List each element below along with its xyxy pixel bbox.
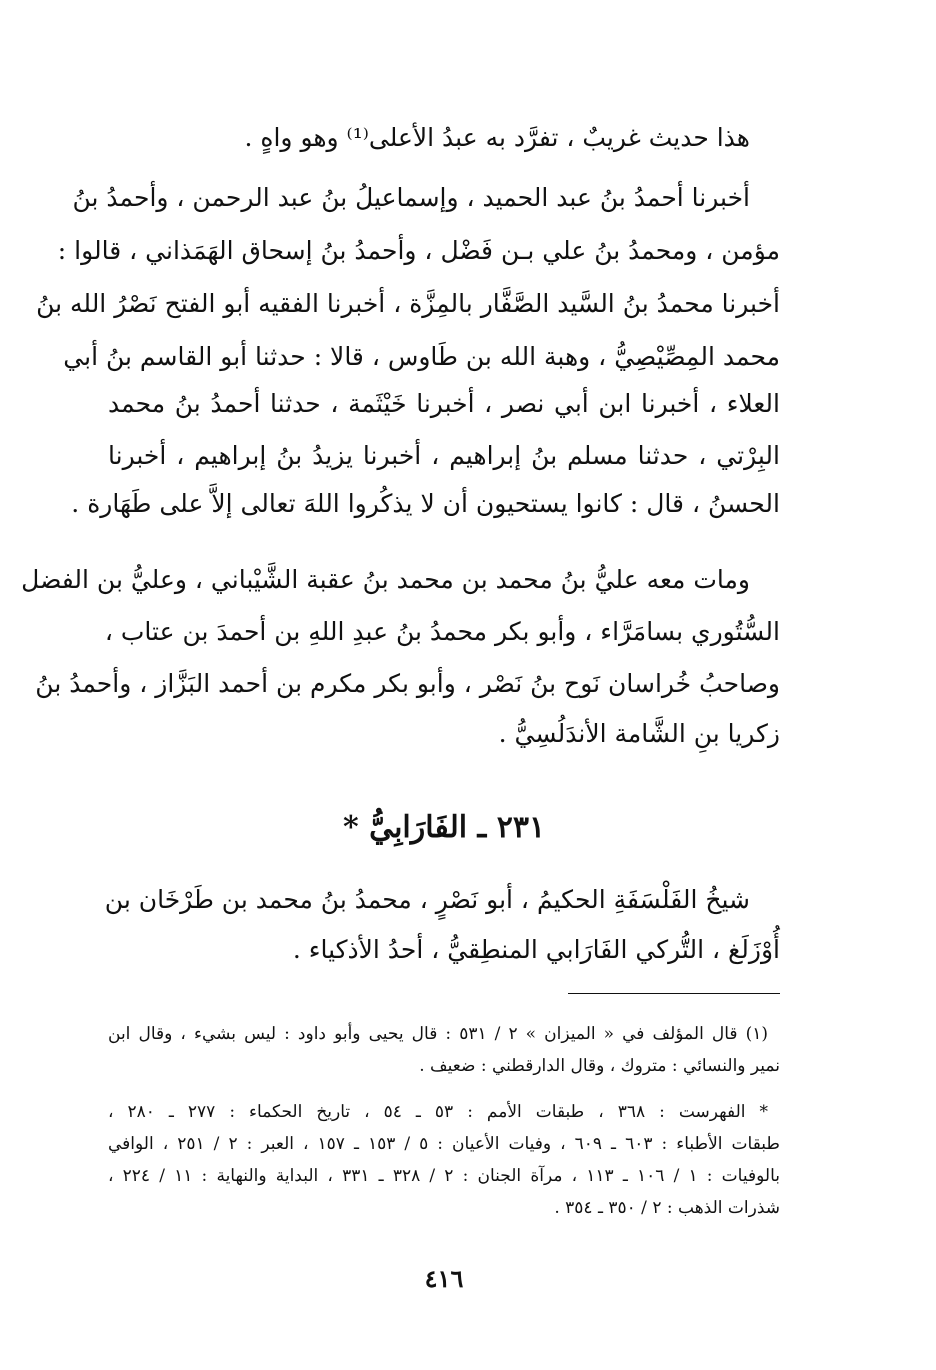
footnote-line: شذرات الذهب : ٢ / ٣٥٠ ـ ٣٥٤ . [554, 1198, 780, 1218]
text-line: شيخُ الفَلْسَفَةِ الحكيمُ ، أبو نَصْرٍ ، محمدُ بنُ محمد بن طَرْخَان بن [104, 885, 750, 914]
footnote-separator [568, 993, 780, 994]
text-line: السُّتُوري بسامَرَّاء ، وأبو بكر محمدُ بنُ عبدِ اللهِ بن أحمدَ بن عتاب ، [104, 617, 780, 646]
text-line: العلاء ، أخبرنا ابن أبي نصر ، أخبرنا خَيْثَمة ، حدثنا أحمدُ بنُ محمد [108, 389, 780, 418]
text-line: مؤمن ، ومحمدُ بنُ علي بـن فَضْل ، وأحمدُ بنُ إسحاق الهَمَذاني ، قالوا : [57, 236, 780, 265]
text-line: وصاحبُ خُراسان نَوح بنُ نَصْر ، وأبو بكر مكرم بن أحمد البَزَّاز ، وأحمدُ بنُ [35, 669, 780, 698]
footnote-line: نمير والنسائي : متروك ، وقال الدارقطني : ضعيف . [419, 1056, 780, 1076]
book-page [21, 0, 780, 1370]
footnote-line: * الفهرست : ٣٦٨ ، طبقات الأمم : ٥٣ ـ ٥٤ ، تاريخ الحكماء : ٢٧٧ ـ ٢٨٠ ، [108, 1102, 769, 1122]
text-line: البِرْتي ، حدثنا مسلم بنُ إبراهيم ، أخبرنا يزيدُ بنُ إبراهيم ، أخبرنا [108, 441, 780, 470]
text-line: أخبرنا أحمدُ بنُ عبد الحميد ، وإسماعيلُ بنُ عبد الرحمن ، وأحمدُ بنُ [72, 183, 750, 212]
text-line: أخبرنا محمدُ بنُ السَّيد الصَّفَّار بالمِزَّة ، أخبرنا الفقيه أبو الفتح نَصْرُ الله بنُ [36, 289, 780, 318]
footnote-line: بالوفيات : ١ / ١٠٦ ـ ١١٣ ، مرآة الجنان : ٢ / ٣٢٨ ـ ٣٣١ ، البداية والنهاية : ١١ / ٢٢٤ ، [108, 1166, 780, 1186]
text-line: زكريا بنِ الشَّامة الأندَلُسِيُّ . [498, 719, 780, 748]
text-line: أُوْزَلَغ ، التُّركي الفَارَابي المنطِقيُّ ، أحدُ الأذكياء . [292, 935, 780, 964]
text-line: ومات معه عليُّ بنُ محمد بن محمد بنُ عقبة الشَّيْباني ، وعليُّ بن الفضل [21, 565, 750, 594]
footnote-line: طبقات الأطباء : ٦٠٣ ـ ٦٠٩ ، وفيات الأعيان : ٥ / ١٥٣ ـ ١٥٧ ، العبر : ٢ / ٢٥١ ، الوافي [108, 1134, 780, 1154]
text-line: هذا حديث غريبٌ ، تفرَّد به عبدُ الأعلى⁽¹⁾ وهو واهٍ . [244, 123, 750, 152]
footnote-line: (١) قال المؤلف في « الميزان » ٢ / ٥٣١ : قال يحيى وأبو داود : ليس بشيء ، وقال ابن [108, 1024, 768, 1044]
entry-heading: ٢٣١ ـ الفَارَابِيُّ * [342, 810, 546, 845]
text-line: محمد المِصِّيْصِيُّ ، وهبة الله بن طَاوس ، قالا : حدثنا أبو القاسم بنُ أبي [63, 342, 780, 371]
page-number: ٤١٦ [424, 1264, 464, 1293]
text-line: الحسنُ ، قال : كانوا يستحيون أن لا يذكُروا اللهَ تعالى إلاَّ على طَهَارة . [71, 489, 780, 518]
